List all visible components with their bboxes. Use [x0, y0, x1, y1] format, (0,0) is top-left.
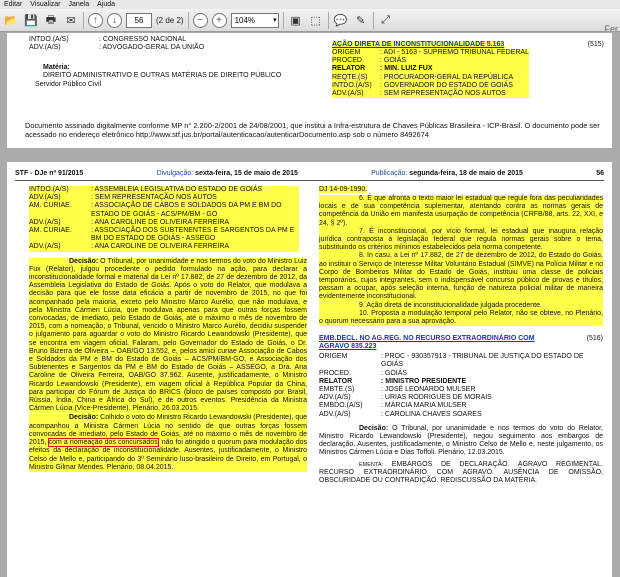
party-value: : CONGRESSO NACIONAL [99, 36, 187, 43]
page-number: 56 [596, 170, 604, 177]
adi-number: (515) [587, 41, 604, 48]
embd-value: : MINISTRO PRESIDENTE [381, 377, 467, 385]
party-value: : ASSEMBLEIA LEGISLATIVA DO ESTADO DE GOIÁS [91, 186, 263, 193]
decision-paragraph-3 [319, 425, 603, 458]
party-row [29, 227, 299, 243]
party-row [29, 243, 299, 251]
adi-key: PROCED. [332, 57, 380, 65]
item-text: É que afronta o texto maior lei estadual que regule fora das peculiaridades locais e de sua competência suplementar, atentando contra as normas gerais de competência da União em manifesta usurpação de competência (CRFB/88, arts. 22, XXI, e 24, § 2º). [319, 195, 603, 227]
decision-text: Colhido o voto do Ministro Ricardo Lewandowski (Presidente), que acompanhou a Ministra Cármen Lúcia no sentido de que outras forças fossem convocadas de imediato, pelo Estado de Goiás, até no máximo o mês de novembro de 2015, [29, 414, 308, 447]
chevron-down-icon: ▾ [273, 16, 277, 24]
party-row [29, 36, 204, 44]
embd-row [319, 386, 603, 394]
dje-label: STF - DJe nº 91/2015 [15, 170, 84, 177]
adi-value: : ADI - 5163 - SUPREMO TRIBUNAL FEDERAL [380, 49, 529, 56]
embd-value: : GOIÁS [381, 369, 408, 377]
adi-value: : GOVERNADOR DO ESTADO DE GOIÁS [380, 82, 529, 90]
item-number: 6. [359, 195, 365, 202]
embd-value: : CAROLINA CHAVES SOARES [381, 410, 482, 418]
party-key: ADV.(A/S) [29, 194, 61, 202]
reference-line: DJ 14-09-1990. [319, 186, 368, 193]
party-value: : ASSOCIAÇÃO DE CABOS E SOLDADOS DA PM E BM DO ESTADO DE GOIÁS - ACS/PM/BM - GO [91, 202, 282, 218]
open-icon[interactable]: 📂 [4, 14, 18, 27]
page-count: (2 de 2) [156, 15, 184, 25]
embd-value: : MÁRCIA MARIA MULSER [381, 402, 467, 410]
zoom-select[interactable] [231, 13, 279, 28]
decision-paragraph-2 [29, 414, 307, 471]
ementa-label: EMENTA: [359, 461, 384, 468]
divulgacao-label: Divulgação: [156, 170, 194, 177]
adi-key: REQTE.(S) [332, 74, 380, 82]
toolbar [0, 9, 620, 32]
party-value: : ANA CAROLINE DE OLIVEIRA FERREIRA [91, 218, 230, 226]
item-text: Ação direta de inconstitucionalidade julgada procedente. [366, 301, 542, 309]
adi-row [332, 74, 529, 82]
ementa-item [319, 228, 603, 253]
toolbar-divider [188, 12, 189, 29]
decision-label: Decisão: [69, 414, 99, 422]
fit-width-icon[interactable]: ⬚ [310, 14, 321, 27]
ementa-item [319, 252, 603, 301]
party-key: ADV.(A/S) [29, 218, 61, 226]
embd-value: : URIAS RODRIGUES DE MORAIS [381, 394, 492, 402]
zoom-value: 104% [234, 15, 256, 25]
decision-label: Decisão: [69, 257, 99, 265]
adi-header [332, 41, 604, 49]
adi-row [332, 49, 529, 57]
adi-value: : GOIÁS [380, 57, 529, 65]
menu-item-visualizar[interactable]: Visualizar [30, 1, 61, 8]
item-text: In casu, a Lei nº 17.882, de 27 de dezembro de 2012, do Estado do Goiás, ao instituir o Serviço de Interesse Militar Voluntário Estadual (SIMVE) na Polícia Militar e no Corpo de Bombeiros Militar do Estado de Goiás, instituiu uma classe de policiais temporários, cujos integrantes, sem o indispensável concurso público de provas e títulos, passam a ocupar, após seleção interna, função de natureza policial militar de maneira evidentemente inconstitucional. [319, 252, 603, 301]
adi-table [332, 49, 529, 98]
save-icon[interactable]: 💾 [24, 14, 38, 27]
embd-row [319, 402, 603, 410]
toolbar-divider [283, 12, 284, 29]
embd-key: ORIGEM [319, 353, 348, 361]
page-number-input[interactable]: 56 [126, 13, 152, 28]
menu-item-janela[interactable]: Janela [68, 1, 90, 8]
adi-row [332, 57, 529, 65]
ementa-paragraph [319, 461, 603, 486]
embd-key: PROCED. [319, 369, 351, 377]
party-row [29, 186, 299, 194]
materia-label: Matéria: [43, 64, 70, 72]
page-header [15, 170, 604, 181]
publicacao-value: segunda-feira, 18 de maio de 2015 [409, 170, 523, 177]
embd-key: ADV.(A/S) [319, 410, 351, 418]
toolbar-divider [373, 12, 374, 29]
comment-icon[interactable]: 💬 [333, 14, 348, 27]
page2-left-column [29, 186, 307, 472]
embd-number: (516) [586, 335, 603, 343]
party-row [29, 44, 204, 52]
embd-row [319, 411, 603, 419]
party-key: ADV.(A/S) [29, 243, 61, 251]
item-number: 9. [359, 301, 365, 309]
materia-text: DIREITO ADMINISTRATIVO E OUTRAS MATÉRIAS DE DIREITO PÚBLICO [43, 72, 282, 80]
servidor-text: Servidor Público Civil [35, 81, 102, 89]
ementa-text: EMBARGOS DE DECLARAÇÃO. AGRAVO REGIMENTAL. RECURSO EXTRAORDINÁRIO COM AGRAVO. AUSÊNCIA DE OMISSÃO, OBSCURIDADE OU CONTRADIÇÃO. REDISCUSSÃO DA MATÉRIA. [319, 460, 603, 485]
party-key: INTDO.(A/S) [29, 186, 69, 193]
embd-header [319, 335, 603, 351]
pdf-page-56 [7, 162, 612, 577]
adi-row [332, 90, 529, 98]
party-key: ADV.(A/S) [29, 44, 61, 52]
party-key: AM. CURIAE. [29, 227, 72, 235]
adi-block [332, 41, 604, 98]
fullscreen-icon[interactable]: ⤢ [381, 13, 390, 26]
party-key: INTDO.(A/S) [29, 36, 69, 43]
divulgacao-value: sexta-feira, 15 de maio de 2015 [195, 170, 298, 177]
party-value: : ASSOCIAÇÃO DOS SUBTENENTES E SARGENTOS DA PM E BM DO ESTADO DE GOIÁS - ASSEGO [91, 227, 295, 243]
zoom-in-icon[interactable]: + [212, 13, 227, 28]
party-value: : ANA CAROLINE DE OLIVEIRA FERREIRA [91, 243, 230, 251]
party-table [29, 186, 299, 252]
zoom-out-icon[interactable]: − [193, 13, 208, 28]
menu-item-editar[interactable]: Editar [4, 1, 23, 8]
item-text: Proposta a modulação temporal pelo Relator, não se obteve, no Plenário, o quorum necessário para a sua aprovação. [319, 309, 603, 326]
tools-label[interactable]: Fer [604, 24, 618, 32]
adi-row [332, 82, 529, 90]
embd-value: : JOSÉ LEONARDO MULSER [381, 386, 476, 394]
party-value: : ADVOGADO-GERAL DA UNIÃO [99, 44, 205, 52]
party-row [29, 202, 299, 218]
toolbar-divider [83, 12, 84, 29]
embd-value: : PROC - 930357913 - TRIBUNAL DE JUSTIÇA DO ESTADO DE GOIÁS [381, 353, 584, 369]
publicacao-date [371, 170, 523, 180]
signature-footer: Documento assinado digitalmente conforme MP n° 2.200-2/2001 de 24/08/2001, que institui a Infra-estrutura de Chaves Públicas Brasileira - ICP-Brasil. O documento pode ser acessado no endereço eletrônico http://www.stf.jus.br/portal/autenticacao/autenticarDocumento.asp sob o número 8492674 [25, 121, 600, 139]
adi-value: : MIN. LUIZ FUX [380, 65, 529, 73]
party-table [29, 36, 204, 52]
embd-row [319, 378, 603, 386]
publicacao-label: Publicação: [371, 170, 408, 177]
decision-text: O Tribunal, por unanimidade e nos termos do voto do Relator, Ministro Ricardo Lewandowski (Presidente), negou seguimento aos embargos de declaração. Ausentes, justificadamente, o Ministro Celso de Mello e, neste julgamento, os Ministros Cármen Lúcia e Dias Toffoli. Plenário, 12.03.2015. [319, 424, 603, 457]
adi-key: ORIGEM [332, 49, 380, 57]
menu-item-ajuda[interactable]: Ajuda [97, 1, 116, 8]
party-row [29, 219, 299, 227]
adi-title[interactable]: AÇÃO DIRETA DE INCONSTITUCIONALIDADE 5.163 [332, 41, 505, 48]
item-number: 7. [359, 227, 365, 235]
print-icon[interactable]: 🖶 [45, 13, 57, 26]
email-icon[interactable]: ✉ [66, 14, 76, 27]
highlighted-phrase[interactable]: com a nomeação dos concursados [48, 439, 158, 447]
previous-page-icon[interactable]: ↑ [88, 13, 103, 28]
pdf-page-55 [7, 33, 612, 148]
item-number: 8. [359, 252, 365, 260]
embd-key: ADV.(A/S) [319, 394, 351, 402]
decision-label: Decisão: [359, 424, 389, 432]
fit-page-icon[interactable]: ▣ [290, 14, 301, 27]
embd-key: RELATOR [319, 377, 353, 385]
page1-left-column [29, 36, 309, 89]
ementa-item [319, 310, 603, 326]
menu-bar [0, 0, 620, 9]
decision-text: O Tribunal, por unanimidade e nos termos do voto do Ministro Luiz Fux (Relator), julgou procedente o pedido formulado na ação, para declarar a inconstitucionalidade formal e material da Lei nº 17.882, de 27 de dezembro de 2012, da Assembleia Legislativa do Estado de Goiás. Após o voto do Relator, que modulava a decisão para que ele fosse data eficácia a partir de novembro de 2015, no que foi acompanhado pela maioria, exceto pelo Ministro Marco Aurélio, que não modulava, e pela Ministra Cármen Lúcia, que modulava apenas para que outras forças fossem convocadas, de imediato, pelo Estado de Goiás, até o máximo o mês de novembro de 2015, com a nomeação, o Tribunal, vencido o Ministro Marco Aurélio, decidiu suspender o julgamento para aguardar o voto do Ministro Ricardo Lewandowski (Presidente), que se encontra em viagem oficial. Falaram, pelo Governador do Estado de Goiás, o Dr. Bruno Bizerra de Oliveira – OAB/GO 13.552, e, pelos amici curiae Associação de Cabos e Soldados da PM e BM do Estado de Goiás – ACS/PM/BM-GO, e Associação dos Subtenentes e Sargentos da PM e BM do Estado de Goiás – ASSEGO, a Dra. Ana Caroline de Oliveira Ferreira, OAB/GO 37.962. Ausente, justificadamente, o Ministro Ricardo Lewandowski (Presidente), em viagem oficial à República Popular da China, para participar do Fórum de Justiça do BRICS (bloco de países composto por Brasil, Rússia, Índia, China e África do Sul), e de outros eventos. Presidência da Ministra Cármen Lúcia (Vice-Presidente). Plenário, 26.03.2015. [29, 257, 307, 413]
adi-value: : SEM REPRESENTAÇÃO NOS AUTOS [380, 90, 529, 98]
adi-value: : PROCURADOR-GERAL DA REPÚBLICA [380, 74, 529, 82]
adi-key: INTDO.(A/S) [332, 82, 380, 90]
embd-title[interactable]: EMB.DECL. NO AG.REG. NO RECURSO EXTRAORDINÁRIO COM AGRAVO 835.223 [319, 335, 535, 351]
adi-row [332, 65, 529, 73]
party-key: AM. CURIAE. [29, 202, 72, 210]
embd-key: EMBDO.(A/S) [319, 402, 363, 410]
highlight-icon[interactable]: ✎ [355, 14, 366, 27]
item-text: É inconstitucional, por vício formal, lei estadual que inaugura relação jurídica contraposta à legislação federal que regula normas gerais sobre o tema, substituindo os critérios mínimos estabelecidos pela norma competente. [319, 227, 603, 252]
party-value: : SEM REPRESENTAÇÃO NOS AUTOS [91, 194, 217, 202]
embd-row [319, 370, 603, 378]
embd-key: EMBTE.(S) [319, 386, 355, 394]
decision-paragraph-1 [29, 258, 307, 414]
ementa-item [319, 302, 603, 310]
embd-table [319, 353, 603, 419]
item-number: 10. [359, 309, 369, 317]
page2-right-column [319, 186, 603, 485]
toolbar-divider [328, 12, 329, 29]
ementa-item [319, 195, 603, 228]
next-page-icon[interactable]: ↓ [107, 13, 122, 28]
adi-key: ADV.(A/S) [332, 90, 380, 98]
embd-row [319, 353, 603, 369]
decision-text-rest: , não foi atingido o quorum para modulação dos efeitos da declaração de inconstitucionalidade. Ausentes, justificadamente, o Ministro Celso de Mello e, participando do 3º Seminário luso-brasileiro de Direito, em Portugal, o Ministro Gilmar Mendes. Plenário, 08.04.2015. [29, 439, 308, 471]
adi-key: RELATOR [332, 65, 380, 73]
divulgacao-date [157, 170, 298, 180]
